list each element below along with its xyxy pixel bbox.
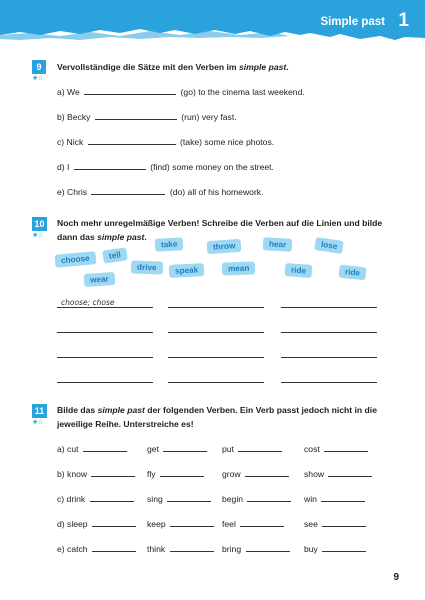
verb-chip: wear: [84, 272, 116, 287]
verb-cell: think: [147, 543, 216, 554]
verb-cell: put: [222, 443, 284, 454]
answer-blank[interactable]: [74, 161, 146, 170]
answer-blank[interactable]: [92, 543, 136, 552]
verb-cell: get: [147, 443, 209, 454]
answer-blank[interactable]: [95, 111, 177, 120]
difficulty-stars-icon: ★☆: [32, 419, 43, 426]
verb-chip: ride: [338, 265, 366, 281]
verb-chip: throw: [207, 239, 242, 254]
sentence-b: b) Becky (run) very fast.: [57, 112, 237, 122]
write-line[interactable]: [57, 307, 153, 308]
chapter-number: 1: [398, 10, 409, 31]
example-answer: choose; chose: [61, 298, 115, 307]
write-line[interactable]: [57, 357, 153, 358]
verb-cell: cost: [304, 443, 370, 454]
verb-cell: see: [304, 518, 368, 529]
write-line[interactable]: [168, 382, 264, 383]
verb-chip: hear: [263, 237, 293, 252]
write-line[interactable]: [281, 382, 377, 383]
exercise-10-instruction: Noch mehr unregelmäßige Verben! Schreibe die Verben auf die Linien und bilde dann das simple past.: [57, 218, 383, 242]
answer-blank[interactable]: [240, 518, 284, 527]
verb-cell: b) know: [57, 468, 137, 479]
verb-cell: d) sleep: [57, 518, 138, 529]
verb-cell: sing: [147, 493, 213, 504]
verb-cell: e) catch: [57, 543, 138, 554]
verb-cell: show: [304, 468, 374, 479]
answer-blank[interactable]: [90, 493, 134, 502]
verb-cell: a) cut: [57, 443, 129, 454]
verb-chip: speak: [169, 263, 205, 278]
answer-blank[interactable]: [91, 468, 135, 477]
exercise-10-number: 10: [32, 217, 47, 231]
write-line[interactable]: [168, 357, 264, 358]
answer-blank[interactable]: [84, 86, 176, 95]
answer-blank[interactable]: [83, 443, 127, 452]
verb-cell: grow: [222, 468, 291, 479]
page-number: 9: [393, 572, 399, 583]
answer-blank[interactable]: [170, 543, 214, 552]
answer-blank[interactable]: [328, 468, 372, 477]
answer-blank[interactable]: [160, 468, 204, 477]
verb-chip: choose: [55, 251, 97, 267]
answer-blank[interactable]: [170, 518, 214, 527]
write-line[interactable]: [168, 307, 264, 308]
write-line[interactable]: [281, 307, 377, 308]
verb-cell: fly: [147, 468, 206, 479]
difficulty-stars-icon: ★☆: [32, 75, 43, 82]
write-line[interactable]: [57, 382, 153, 383]
exercise-9-instruction: Vervollständige die Sätze mit den Verben im simple past.: [57, 62, 289, 72]
verb-cell: win: [304, 493, 367, 504]
verb-cell: bring: [222, 543, 292, 554]
verb-cell: c) drink: [57, 493, 136, 504]
verb-cell: feel: [222, 518, 286, 529]
difficulty-stars-icon: ★☆: [32, 232, 43, 239]
sentence-a: a) We (go) to the cinema last weekend.: [57, 87, 305, 97]
sentence-c: c) Nick (take) some nice photos.: [57, 137, 275, 147]
answer-blank[interactable]: [91, 186, 165, 195]
header-band: [0, 0, 425, 44]
write-line[interactable]: [168, 332, 264, 333]
answer-blank[interactable]: [324, 443, 368, 452]
verb-cell: begin: [222, 493, 293, 504]
answer-blank[interactable]: [322, 518, 366, 527]
sentence-d: d) I (find) some money on the street.: [57, 162, 274, 172]
answer-blank[interactable]: [88, 136, 176, 145]
answer-blank[interactable]: [238, 443, 282, 452]
answer-blank[interactable]: [322, 543, 366, 552]
answer-blank[interactable]: [167, 493, 211, 502]
verb-chip: take: [155, 237, 184, 251]
section-title: Simple past: [320, 16, 385, 28]
answer-blank[interactable]: [163, 443, 207, 452]
sentence-e: e) Chris (do) all of his homework.: [57, 187, 264, 197]
write-line[interactable]: [57, 332, 153, 333]
write-line[interactable]: [281, 357, 377, 358]
answer-blank[interactable]: [247, 493, 291, 502]
answer-blank[interactable]: [92, 518, 136, 527]
answer-blank[interactable]: [246, 543, 290, 552]
verb-chip: drive: [131, 260, 163, 274]
verb-chip: lose: [314, 237, 344, 254]
write-line[interactable]: [281, 332, 377, 333]
verb-chip: mean: [222, 261, 256, 275]
answer-blank[interactable]: [245, 468, 289, 477]
verb-chip: ride: [285, 263, 313, 278]
exercise-11-number: 11: [32, 404, 47, 418]
answer-blank[interactable]: [321, 493, 365, 502]
verb-cell: buy: [304, 543, 368, 554]
exercise-11-instruction: Bilde das simple past der folgenden Verben. Ein Verb passt jedoch nicht in die jeweilige Reihe. Unterstreiche es!: [57, 405, 377, 429]
verb-cell: keep: [147, 518, 216, 529]
verb-chip: tell: [102, 247, 127, 263]
exercise-9-number: 9: [32, 60, 46, 74]
